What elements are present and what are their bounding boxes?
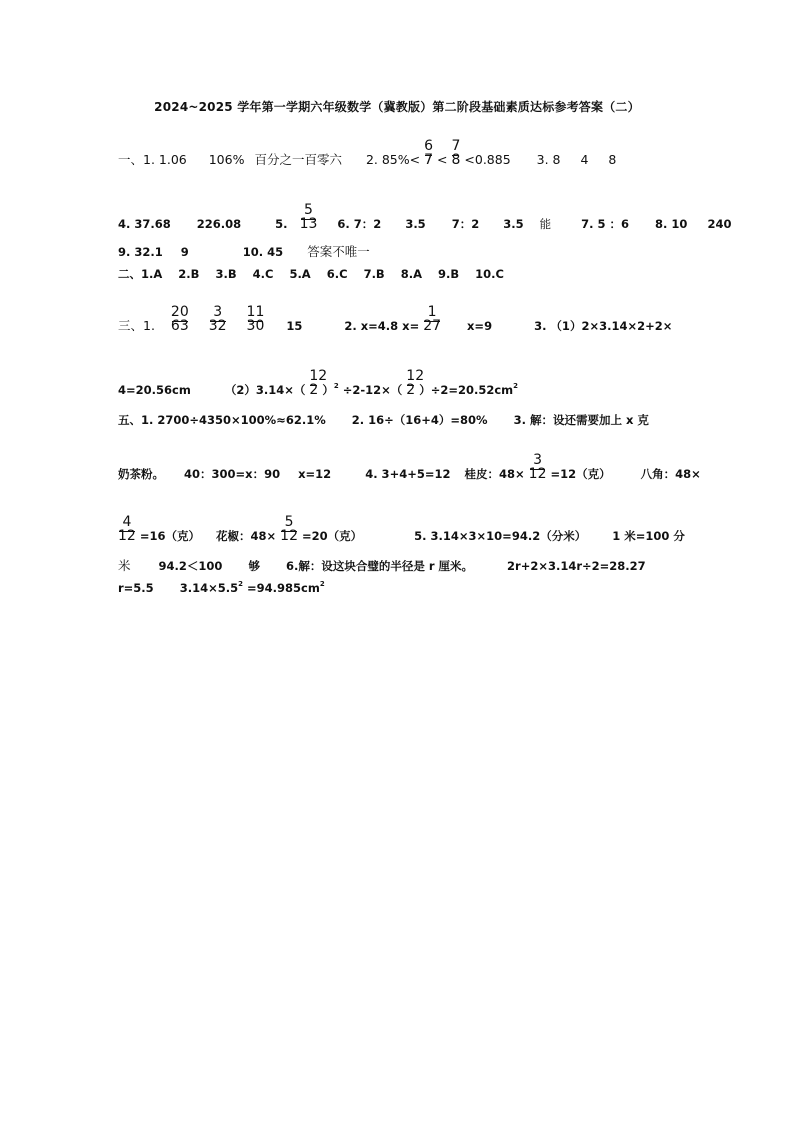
answer-line-2 bbox=[118, 202, 732, 232]
section-5-q1: 五、1. 2700÷4350×100%≈62.1% bbox=[118, 413, 326, 427]
answer-line-10 bbox=[118, 558, 646, 574]
fraction-3-12: $\frac{3}{12}$ bbox=[528, 452, 547, 482]
section-5-q3-proportion: 40：300=x：90 bbox=[184, 467, 281, 481]
cinnamon-result: =12（克） bbox=[550, 467, 611, 481]
paren-close: ） bbox=[322, 383, 334, 397]
q4-answer: 4. 37.68 bbox=[118, 217, 171, 231]
q3-answer: 3. 8 bbox=[536, 152, 561, 167]
star-anise-calc: 八角：48× bbox=[640, 467, 701, 481]
q6-answer-5: 能 bbox=[539, 217, 552, 231]
section-1-q1-answer: 一、1. 1.06 bbox=[118, 152, 187, 167]
section-2-q1: 二、1.A bbox=[118, 267, 163, 281]
q3-answer-3: 8 bbox=[608, 152, 617, 167]
section-3-q3: 3. （1）2×3.14×2+2× bbox=[534, 319, 673, 333]
fraction-11-30: $\frac{11}{30}$ bbox=[246, 304, 265, 334]
section-3-q3-part2-mid: ÷2-12×（ bbox=[342, 383, 403, 397]
fraction-4-12: $\frac{4}{12}$ bbox=[118, 514, 136, 544]
q10-note: 答案不唯一 bbox=[307, 244, 370, 259]
radius-result: r=5.5 bbox=[118, 581, 154, 595]
exponent-unit: 2 bbox=[513, 382, 519, 390]
fraction-1-27: $\frac{1}{27}$ bbox=[423, 304, 442, 334]
q6-answer-3: 7：2 bbox=[451, 217, 480, 231]
exponent: 2 bbox=[333, 382, 339, 390]
q6-answer-4: 3.5 bbox=[503, 217, 524, 231]
conclusion: 够 bbox=[248, 559, 260, 573]
pepper-calc: 花椒：48× bbox=[216, 529, 277, 543]
fraction-3-32: $\frac{3}{32}$ bbox=[208, 304, 227, 334]
section-5-q4: 4. 3+4+5=12 bbox=[365, 467, 451, 481]
section-2-q8: 8.A bbox=[400, 267, 422, 281]
answer-line-6 bbox=[118, 368, 519, 398]
q1-words: 百分之一百零六 bbox=[254, 152, 342, 167]
section-5-q2: 2. 16÷（16+4）=80% bbox=[351, 413, 488, 427]
answer-line-8 bbox=[118, 452, 701, 482]
section-3-q3-part2: （2）3.14×（ bbox=[224, 383, 306, 397]
q7-answer: 7. 5 ：6 bbox=[581, 217, 630, 231]
fraction-6-7: $\frac{6}{7}$ bbox=[424, 138, 434, 168]
less-than: < bbox=[437, 152, 448, 167]
section-2-q5: 5.A bbox=[289, 267, 311, 281]
answer-line-1 bbox=[118, 138, 617, 168]
fraction-5-12: $\frac{5}{12}$ bbox=[280, 514, 298, 544]
q5-label: 5. bbox=[275, 217, 288, 231]
q9-answer: 9. 32.1 bbox=[118, 245, 163, 259]
fraction-12-2-second: $\frac{12}{2}$ bbox=[406, 368, 425, 398]
q2-start: 2. 85%< bbox=[365, 152, 421, 167]
section-2-q9: 9.B bbox=[438, 267, 460, 281]
section-2-q6: 6.C bbox=[326, 267, 348, 281]
q8-answer: 8. 10 bbox=[655, 217, 688, 231]
page-title: 2024~2025 学年第一学期六年级数学（冀教版）第二阶段基础素质达标参考答案（二） bbox=[154, 100, 640, 114]
answer-line-9 bbox=[118, 514, 685, 544]
section-2-q3: 3.B bbox=[215, 267, 237, 281]
exponent-area-unit: 2 bbox=[319, 580, 325, 588]
fraction-7-8: $\frac{7}{8}$ bbox=[451, 138, 461, 168]
section-5-q5: 5. 3.14×3×10=94.2（分米） bbox=[414, 529, 587, 543]
section-5-q3: 3. 解：设还需要加上 x 克 bbox=[513, 413, 649, 427]
area-result: =94.985cm bbox=[246, 581, 320, 595]
answer-line-4 bbox=[118, 266, 504, 282]
section-3-q1: 三、1. bbox=[118, 318, 155, 333]
answer-line-3 bbox=[118, 244, 370, 260]
section-5-q6-equation: 2r+2×3.14r÷2=28.27 bbox=[507, 559, 646, 573]
q8-answer-2: 240 bbox=[707, 217, 732, 231]
q2-end: <0.885 bbox=[464, 152, 511, 167]
q6-answer: 6. 7：2 bbox=[337, 217, 382, 231]
section-3-q2-result: x=9 bbox=[467, 319, 493, 333]
section-3-q3-part2-result: ）÷2=20.52cm bbox=[419, 383, 514, 397]
answer-line-11 bbox=[118, 580, 325, 596]
q6-answer-2: 3.5 bbox=[405, 217, 426, 231]
section-2-q4: 4.C bbox=[252, 267, 274, 281]
q1-percent: 106% bbox=[208, 152, 245, 167]
fraction-5-13: $\frac{5}{13}$ bbox=[299, 202, 318, 232]
area-calc: 3.14×5.5 bbox=[179, 581, 239, 595]
exponent-radius: 2 bbox=[238, 580, 243, 588]
q3-answer-2: 4 bbox=[580, 152, 589, 167]
section-2-q7: 7.B bbox=[363, 267, 385, 281]
pepper-result: =20（克） bbox=[302, 529, 363, 543]
section-2-q2: 2.B bbox=[178, 267, 200, 281]
answer-line-5 bbox=[118, 304, 673, 334]
unit-meter: 米 bbox=[118, 558, 131, 573]
comparison: 94.2＜100 bbox=[158, 559, 223, 573]
star-anise-result: =16（克） bbox=[139, 529, 200, 543]
q10-answer: 10. 45 bbox=[242, 245, 284, 259]
fraction-12-2: $\frac{12}{2}$ bbox=[309, 368, 328, 398]
q4-answer-2: 226.08 bbox=[196, 217, 242, 231]
q9-answer-2: 9 bbox=[180, 245, 189, 259]
section-5-q5-conversion: 1 米=100 分 bbox=[612, 529, 685, 543]
section-5-q3-cont: 奶茶粉。 bbox=[118, 467, 164, 481]
answer-line-7 bbox=[118, 412, 649, 428]
fraction-20-63: $\frac{20}{63}$ bbox=[170, 304, 189, 334]
cinnamon-calc: 桂皮：48× bbox=[464, 467, 525, 481]
section-3-q2: 2. x=4.8 x= bbox=[344, 319, 420, 333]
section-3-q1-result: 15 bbox=[286, 319, 303, 333]
section-3-q3-part1-result: 4=20.56cm bbox=[118, 383, 191, 397]
section-2-q10: 10.C bbox=[475, 267, 504, 281]
section-5-q3-result: x=12 bbox=[298, 467, 332, 481]
section-5-q6: 6.解：设这块合璧的半径是 r 厘米。 bbox=[285, 559, 474, 573]
